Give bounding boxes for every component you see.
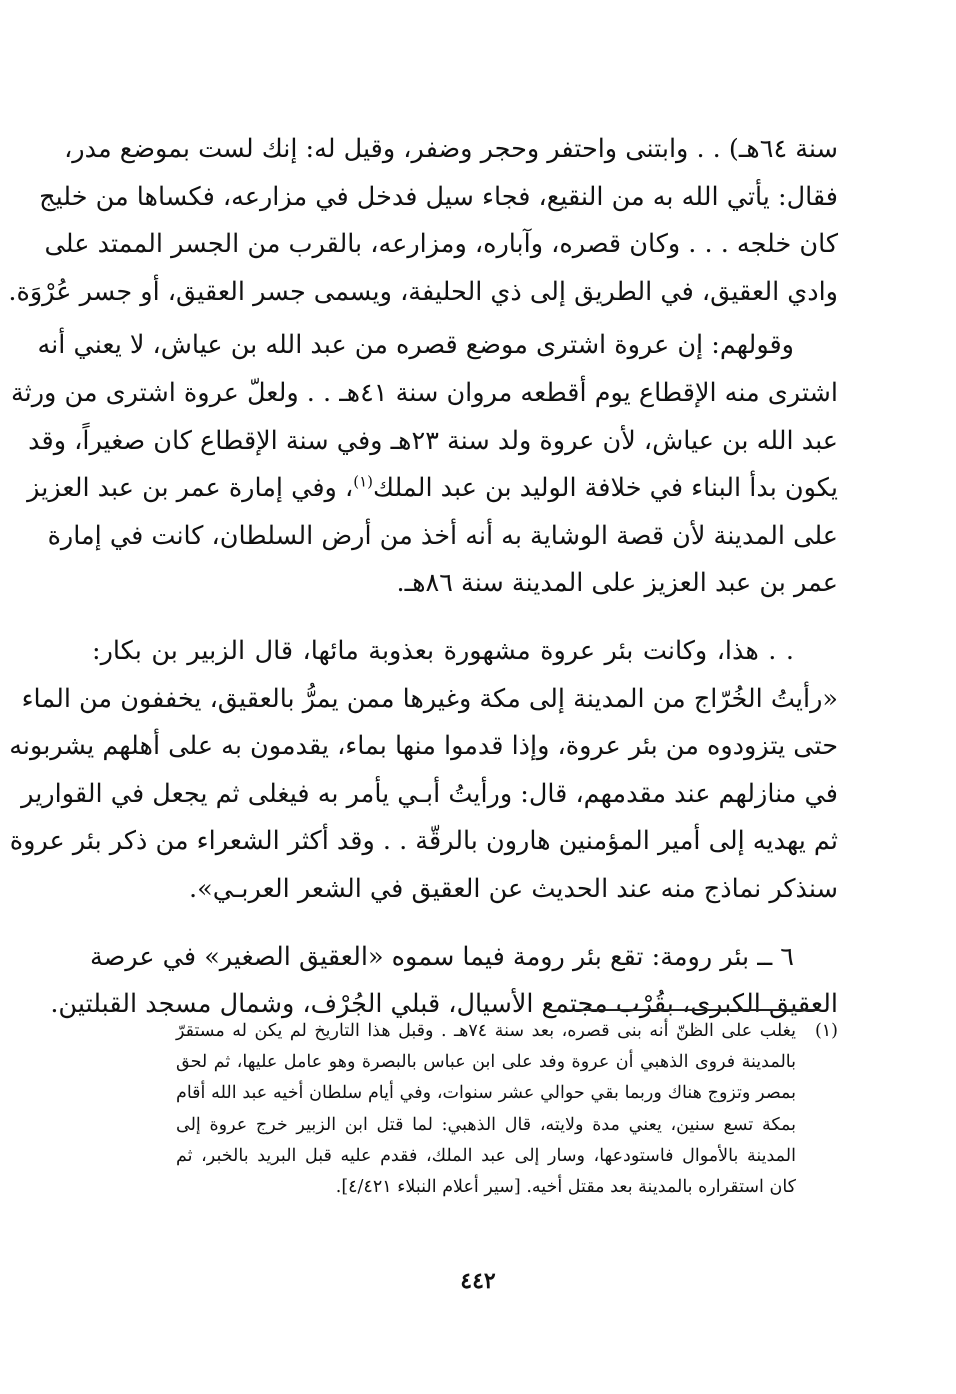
- text-line: وقولهم: إن عروة اشترى موضع قصره من عبد الله بن عياش، لا يعني أنه: [37, 330, 794, 361]
- footnote-line: المدينة بالأموال فاستودعها، وسار إلى عبد الملك، فقدم عليه قبل البريد بالخبر، ثم: [176, 1145, 796, 1166]
- footnote-line: بمكة تسع سنين، يعني مدة ولايته، قال الذهبي: لما قتل ابن الزبير خرج عروة إلى: [176, 1114, 796, 1135]
- paragraph-4: [50, 934, 838, 1029]
- text-line: العقيق الكبرى، بقُرْب مجتمع الأسيال، قبلي الجُرْف، وشمال مسجد القبلتين.: [50, 989, 838, 1020]
- footnotes: [176, 1016, 838, 1203]
- text-line: ثم يهديه إلى أمير المؤمنين هارون بالرقّة . . وقد أكثر الشعراء من ذكر بئر عروة: [9, 826, 838, 857]
- text-fragment: ، وفي إمارة عمر بن عبد العزيز: [27, 473, 354, 504]
- text-line: «رأيتُ الخُرّاج من المدينة إلى مكة وغيرها ممن يمرُّ بالعقيق، يخففون من الماء: [21, 683, 838, 714]
- paragraph-3: [9, 628, 838, 914]
- footnote-number: (١): [814, 1021, 838, 1041]
- text-line: في منازلهم عند مقدمهم، قال: ورأيتُ أبـي يأمر به فيغلى ثم يجعل في القوارير: [21, 778, 838, 809]
- text-line: حتى يتزودوه من بئر عروة، وإذا قدموا منها بماء، يقدمون به على أهلهم يشربونه: [9, 731, 838, 762]
- text-line: كان خلجه . . . وكان قصره، وآباره، ومزارعه، بالقرب من الجسر الممتد على: [44, 229, 838, 260]
- footnote-line: كان استقراره بالمدينة بعد مقتل أخيه. [سير أعلام النبلاء ٤/٤٢١].: [335, 1177, 796, 1198]
- text-line-with-footnote: [27, 465, 838, 513]
- text-line: سنذكر نماذج منه عند الحديث عن العقيق في الشعر العربـي».: [188, 873, 838, 904]
- paragraph-1: [8, 126, 838, 316]
- text-line: اشترى منه الإقطاع يوم أقطعه مروان سنة ٤١هـ . . ولعلّ عروة اشترى من ورثة: [10, 377, 838, 408]
- footnote-line: بالمدينة فروى الذهبي أن عروة وفد على ابن عباس بالبصرة وهو عامل عليها، ثم لحق: [176, 1052, 796, 1073]
- text-line: عمر بن عبد العزيز على المدينة سنة ٨٦هـ.: [396, 568, 838, 599]
- text-line: عبد الله بن عياش، لأن عروة ولد سنة ٢٣هـ وفي سنة الإقطاع كان صغيراً، وقد: [28, 425, 838, 456]
- paragraph-2: [10, 322, 838, 608]
- footnote-reference: (١): [353, 472, 373, 491]
- text-line: . . هذا، وكانت بئر عروة مشهورة بعذوبة مائها، قال الزبير بن بكار:: [92, 635, 794, 666]
- footnote-text: [176, 1016, 796, 1203]
- text-line: فقال: يأتي الله به من النقيع، فجاء سيل فدخل في مزارعه، فكساها من خليج: [39, 181, 838, 212]
- text-line: ٦ ــ بئر رومة: تقع بئر رومة فيما سموه «العقيق الصغير» في عرصة: [89, 941, 794, 972]
- footnote-line: بمصر وتزوج هناك وربما بقي حوالي عشر سنوات، وفي أيام سلطان أخيه عبد الله أقام: [176, 1083, 796, 1104]
- text-line: سنة ٦٤هـ) . . وابتنى واحتفر وحجر وضفر، وقيل له: إنك لست بموضع مدر،: [64, 134, 838, 164]
- footnote-divider: [576, 1009, 820, 1011]
- text-line: وادي العقيق، في الطريق إلى ذي الحليفة، ويسمى جسر العقيق، أو جسر عُرْوَة.: [8, 276, 838, 307]
- text-line: على المدينة لأن قصة الوشاية به أنه أخذ من أرض السلطان، كانت في إمارة: [47, 520, 838, 551]
- page-number: ٤٤٢: [460, 1268, 496, 1294]
- text-fragment: يكون بدأ البناء في خلافة الوليد بن عبد الملك: [373, 473, 838, 504]
- footnote-line: يغلب على الظنّ أنه بنى قصره، بعد سنة ٧٤هـ . وقبل هذا التاريخ لم يكن له مستقرّ: [176, 1021, 796, 1041]
